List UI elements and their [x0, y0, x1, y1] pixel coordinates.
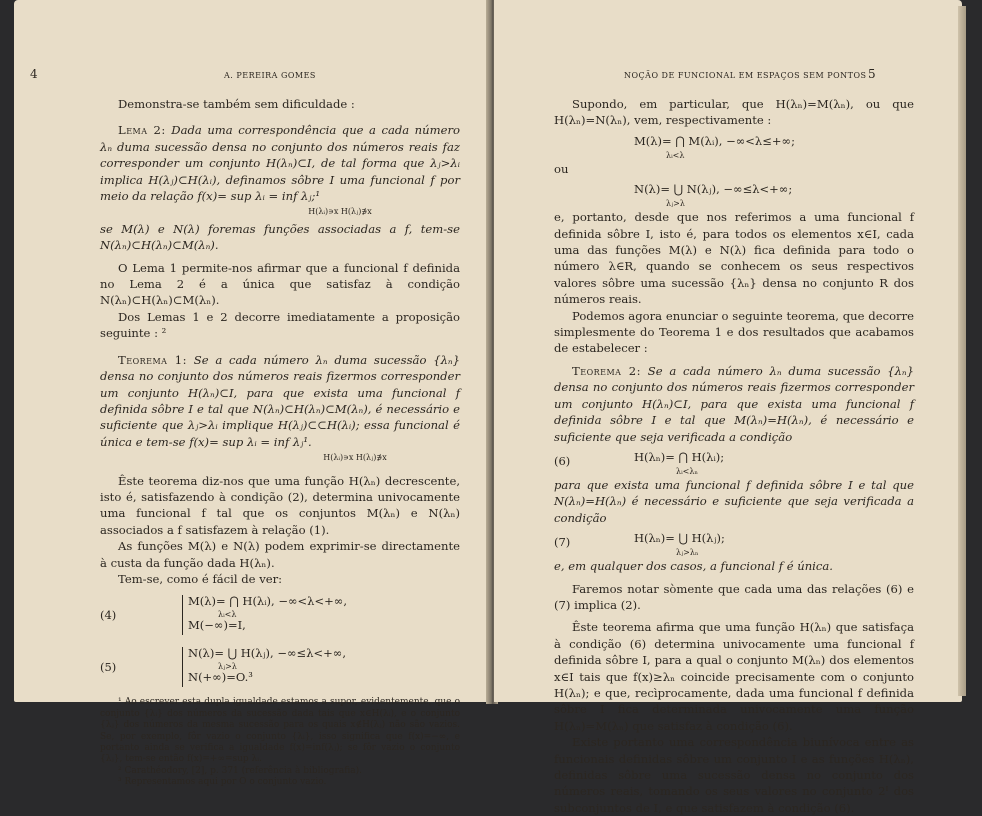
- footnote-2: ² Carathéodory, [2], p. 371 (referência à bibliografia).: [118, 765, 362, 776]
- lemma-2-tail: se M(λ) e N(λ) foremas funções associadas a f, tem-se N(λₙ)⊂H(λₙ)⊂M(λₙ).: [100, 221, 460, 253]
- equation-6-line: H(λₙ)= ⋂ H(λᵢ);: [634, 449, 725, 464]
- footnote-1: ¹ Ao escrever esta dupla igualdade estamos a supor, evidentemente, que o conjunto {λᵢ} dos números da sucessão dada tais que x∈H(λᵢ), e o conjunto {λⱼ} dos números da mesma sucessão para os quais x∉H(λⱼ) não são vazios. Se, por exemplo, fôr vazio o conjunto {λᵢ}, isso significa que f(x)=−∞, e portanto ainda se verifica a igualdade f(x)=inf(λⱼ); se fôr vazio o conjunto {λⱼ}, tem-se então f(x)=+∞=sup λᵢ.: [100, 697, 460, 765]
- left-header-title: A. PEREIRA GOMES: [224, 71, 316, 80]
- equation-5-line-1: N(λ)= ⋃ H(λⱼ), −∞≤λ<+∞,: [188, 646, 346, 661]
- right-para-2: e, portanto, desde que nos referimos a uma funcional f definida sôbre I, isto é, para todos os elementos x∈I, cada uma das funções M(λ) e N(λ) fica definida para todo o número λ∈R, quando se conhecem os seus respectivos valores sôbre uma sucessão {λₙ} densa no conjunto R dos números reais.: [554, 210, 914, 307]
- theorem-1-formula-under: H(λᵢ)∍x H(λⱼ)∌x: [323, 453, 387, 463]
- theorem-2-text: Se a cada número λₙ duma sucessão {λₙ} densa no conjunto dos números reais fizermos corresponder um conjunto H(λₙ)⊂I, para que exista uma funcional f definida sôbre I e tal que M(λₙ)=H(λₙ), é necessário e suficiente que seja verificada a condição: [554, 363, 915, 444]
- equation-7: [554, 526, 914, 558]
- left-running-head: [30, 66, 460, 96]
- lemma-2-text: Dada uma correspondência que a cada número λₙ duma sucessão densa no conjunto dos números reais faz corresponder um conjunto H(λₙ)⊂I, de tal forma que λⱼ>λᵢ implica H(λⱼ)⊂H(λᵢ), definamos sôbre I uma funcional f por meio da relação f(x)= sup λᵢ = inf λⱼ;¹: [100, 123, 460, 204]
- equation-7-number: (7): [554, 535, 571, 550]
- theorem-2-label: Teorema 2:: [572, 363, 641, 378]
- equation-4-line-1: M(λ)= ⋂ H(λᵢ), −∞<λ<+∞,: [188, 594, 347, 609]
- equation-4-number: (4): [100, 608, 117, 623]
- lemma-2-formula-under: H(λᵢ)∍x H(λⱼ)∌x: [308, 207, 372, 217]
- equation-5-brace: [182, 647, 183, 687]
- equation-b-sub: λⱼ>λ: [666, 199, 685, 209]
- page-edge: [958, 6, 966, 696]
- equation-b-line: N(λ)= ⋃ N(λⱼ), −∞≤λ<+∞;: [634, 182, 793, 197]
- theorem-2-tail: e, em qualquer dos casos, a funcional f é única.: [554, 559, 833, 574]
- equation-6-sub: λᵢ<λₙ: [676, 466, 698, 476]
- lemma-2-label: Lema 2:: [118, 123, 166, 138]
- equation-b: [554, 177, 914, 209]
- right-para-1: Supondo, em particular, que H(λₙ)=M(λₙ), ou que H(λₙ)=N(λₙ), vem, respectivamente :: [554, 97, 914, 128]
- equation-4: [100, 593, 460, 639]
- left-para-3: Dos Lemas 1 e 2 decorre imediatamente a proposição seguinte : ²: [100, 309, 460, 341]
- equation-6: [554, 445, 914, 477]
- equation-5-sub: λⱼ>λ: [218, 662, 237, 672]
- page-number-left: 4: [30, 67, 39, 81]
- equation-a-line: M(λ)= ⋂ M(λᵢ), −∞<λ≤+∞;: [634, 133, 795, 148]
- left-para-5: As funções M(λ) e N(λ) podem exprimir-se directamente à custa da função dada H(λₙ).: [100, 539, 460, 570]
- left-page: [14, 0, 490, 788]
- left-para-1: Demonstra-se também sem dificuldade :: [118, 97, 355, 111]
- right-para-4: Faremos notar sòmente que cada uma das relações (6) e (7) implica (2).: [554, 581, 914, 612]
- right-page: [494, 0, 962, 815]
- equation-7-sub: λⱼ>λₙ: [676, 548, 699, 558]
- left-para-4: Êste teorema diz-nos que uma função H(λₙ) decrescente, isto é, satisfazendo à condição (2), determina univocamente uma funcional f tal que os conjuntos M(λₙ) e N(λₙ) associados a f satisfazem à relação (1).: [100, 473, 460, 537]
- equation-7-line: H(λₙ)= ⋃ H(λⱼ);: [634, 531, 725, 546]
- right-running-head: [554, 66, 914, 96]
- right-header-title: NOÇÃO DE FUNCIONAL EM ESPAÇOS SEM PONTOS: [624, 71, 867, 80]
- or-connector: ou: [554, 161, 569, 176]
- footnote-3: ³ Representamos aqui por O o conjunto vazio.: [118, 777, 327, 788]
- right-para-3: Podemos agora enunciar o seguinte teorema, que decorre simplesmente do Teorema 1 e dos resultados que acabamos de estabelecer :: [554, 308, 914, 356]
- theorem-1-label: Teorema 1:: [118, 352, 187, 367]
- lemma-2: [100, 122, 460, 204]
- left-para-6: Tem-se, como é fácil de ver:: [118, 571, 283, 586]
- equation-4-brace: [182, 595, 183, 635]
- theorem-2-text-2: para que exista uma funcional f definida sôbre I e tal que N(λₙ)=H(λₙ) é necessário e suficiente que seja verificada a condição: [554, 477, 914, 525]
- theorem-2: [554, 363, 914, 445]
- equation-4-line-2: M(−∞)=I,: [188, 618, 246, 633]
- equation-5-number: (5): [100, 660, 117, 675]
- equation-5: [100, 645, 460, 691]
- equation-a-sub: λᵢ<λ: [666, 150, 685, 160]
- equation-5-line-2: N(+∞)=O.³: [188, 670, 253, 685]
- equation-6-number: (6): [554, 453, 571, 468]
- equation-4-sub: λᵢ<λ: [218, 610, 237, 620]
- page-number-right: 5: [868, 67, 877, 81]
- equation-a: [554, 129, 914, 161]
- left-para-2: O Lema 1 permite-nos afirmar que a funcional f definida no Lema 2 é a única que satisfaz à condição N(λₙ)⊂H(λₙ)⊂M(λₙ).: [100, 260, 460, 308]
- theorem-1-text: Se a cada número λₙ duma sucessão {λₙ} densa no conjunto dos números reais fizermos corresponder um conjunto H(λₙ)⊂I, para que exista uma funcional f definida sôbre I e tal que N(λₙ)⊂H(λₙ)⊂M(λₙ), é necessário e suficiente que λⱼ>λᵢ implique H(λⱼ)⊂⊂H(λᵢ); essa funcional é única e tem-se f(x)= sup λᵢ = inf λⱼ¹.: [100, 352, 461, 449]
- theorem-1: [100, 352, 460, 450]
- right-para-5: Êste teorema afirma que uma função H(λₙ) que satisfaça à condição (6) determina univocamente uma funcional f definida sôbre I, para a qual o conjunto M(λₙ) dos elementos x∈I tais que f(x)≥λₙ coincide precisamente com o conjunto H(λₙ); e que, recìprocamente, dada uma funcional f definida sôbre I fica determinada univocamente uma função H(λₙ)=M(λₙ) que satisfaz à condição (6).: [554, 620, 914, 733]
- right-para-6: Existe portanto uma correspondência biunívoca entre as funcionais definidas sôbre um conjunto I e as funções H(λₙ), definidas sôbre uma sucessão densa no conjunto dos números reais, tomando os seus valores no conjunto 2ᴵ dos subconjuntos de I, e que satisfazem à condição (6).: [554, 735, 914, 815]
- footnotes-left: [100, 697, 460, 788]
